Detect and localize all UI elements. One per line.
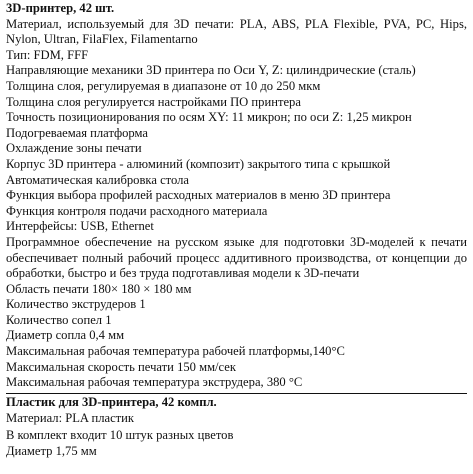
section-divider xyxy=(6,393,467,411)
spec-line: Подогреваемая платформа xyxy=(6,125,148,140)
spec-list-plastic xyxy=(6,410,467,459)
spec-line: Автоматическая калибровка стола xyxy=(6,172,189,187)
spec-line: Толщина слоя, регулируемая в диапазоне от 10 до 250 мкм xyxy=(6,78,321,93)
spec-line: Охлаждение зоны печати xyxy=(6,141,142,156)
spec-line: Интерфейсы: USB, Ethernet xyxy=(6,219,154,234)
spec-line: Материал, используемый для 3D печати: PLA, ABS, PLA Flexible, PVA, PC, Hips, Nylon, Ultran, FilaFlex, Filamentarno xyxy=(6,16,467,47)
spec-line: Толщина слоя регулируется настройками ПО принтера xyxy=(6,94,301,109)
section-heading-3d-printer: 3D-принтер, 42 шт. xyxy=(6,1,115,15)
spec-line: Функция контроля подачи расходного материала xyxy=(6,203,268,218)
spec-line: Область печати 180× 180 × 180 мм xyxy=(6,281,192,296)
spec-line: В комплект входит 10 штук разных цветов xyxy=(6,427,234,442)
spec-line: Точность позиционирования по осям XY: 11 микрон; по оси Z: 1,25 микрон xyxy=(6,110,412,125)
section-heading-plastic: Пластик для 3D-принтера, 42 компл. xyxy=(6,394,217,409)
spec-line: Диаметр 1,75 мм xyxy=(6,443,97,458)
spec-line: Функция выбора профилей расходных материалов в меню 3D принтера xyxy=(6,188,391,203)
spec-line: Максимальная рабочая температура рабочей платформы,140°С xyxy=(6,344,345,359)
spec-line: Направляющие механики 3D принтера по Оси Y, Z: цилиндрические (сталь) xyxy=(6,63,416,78)
spec-line: Максимальная рабочая температура экструдера, 380 °С xyxy=(6,375,303,390)
spec-list-3d-printer xyxy=(6,17,467,391)
spec-line: Количество сопел 1 xyxy=(6,312,112,327)
spec-line: Диаметр сопла 0,4 мм xyxy=(6,328,125,343)
spec-line: Максимальная скорость печати 150 мм/сек xyxy=(6,359,236,374)
spec-line: Количество экструдеров 1 xyxy=(6,297,146,312)
spec-line: Тип: FDM, FFF xyxy=(6,47,89,62)
spec-line: Материал: PLA пластик xyxy=(6,411,135,426)
spec-line: Корпус 3D принтера - алюминий (композит) закрытого типа с крышкой xyxy=(6,156,391,171)
spec-line-software: Программное обеспечение на русском языке для подготовки 3D-моделей к печати обеспечивает полный рабочий процесс аддитивного производства, от концепции до обработки, быстро и без труда подготавливая модели к 3D-печати xyxy=(6,234,467,281)
